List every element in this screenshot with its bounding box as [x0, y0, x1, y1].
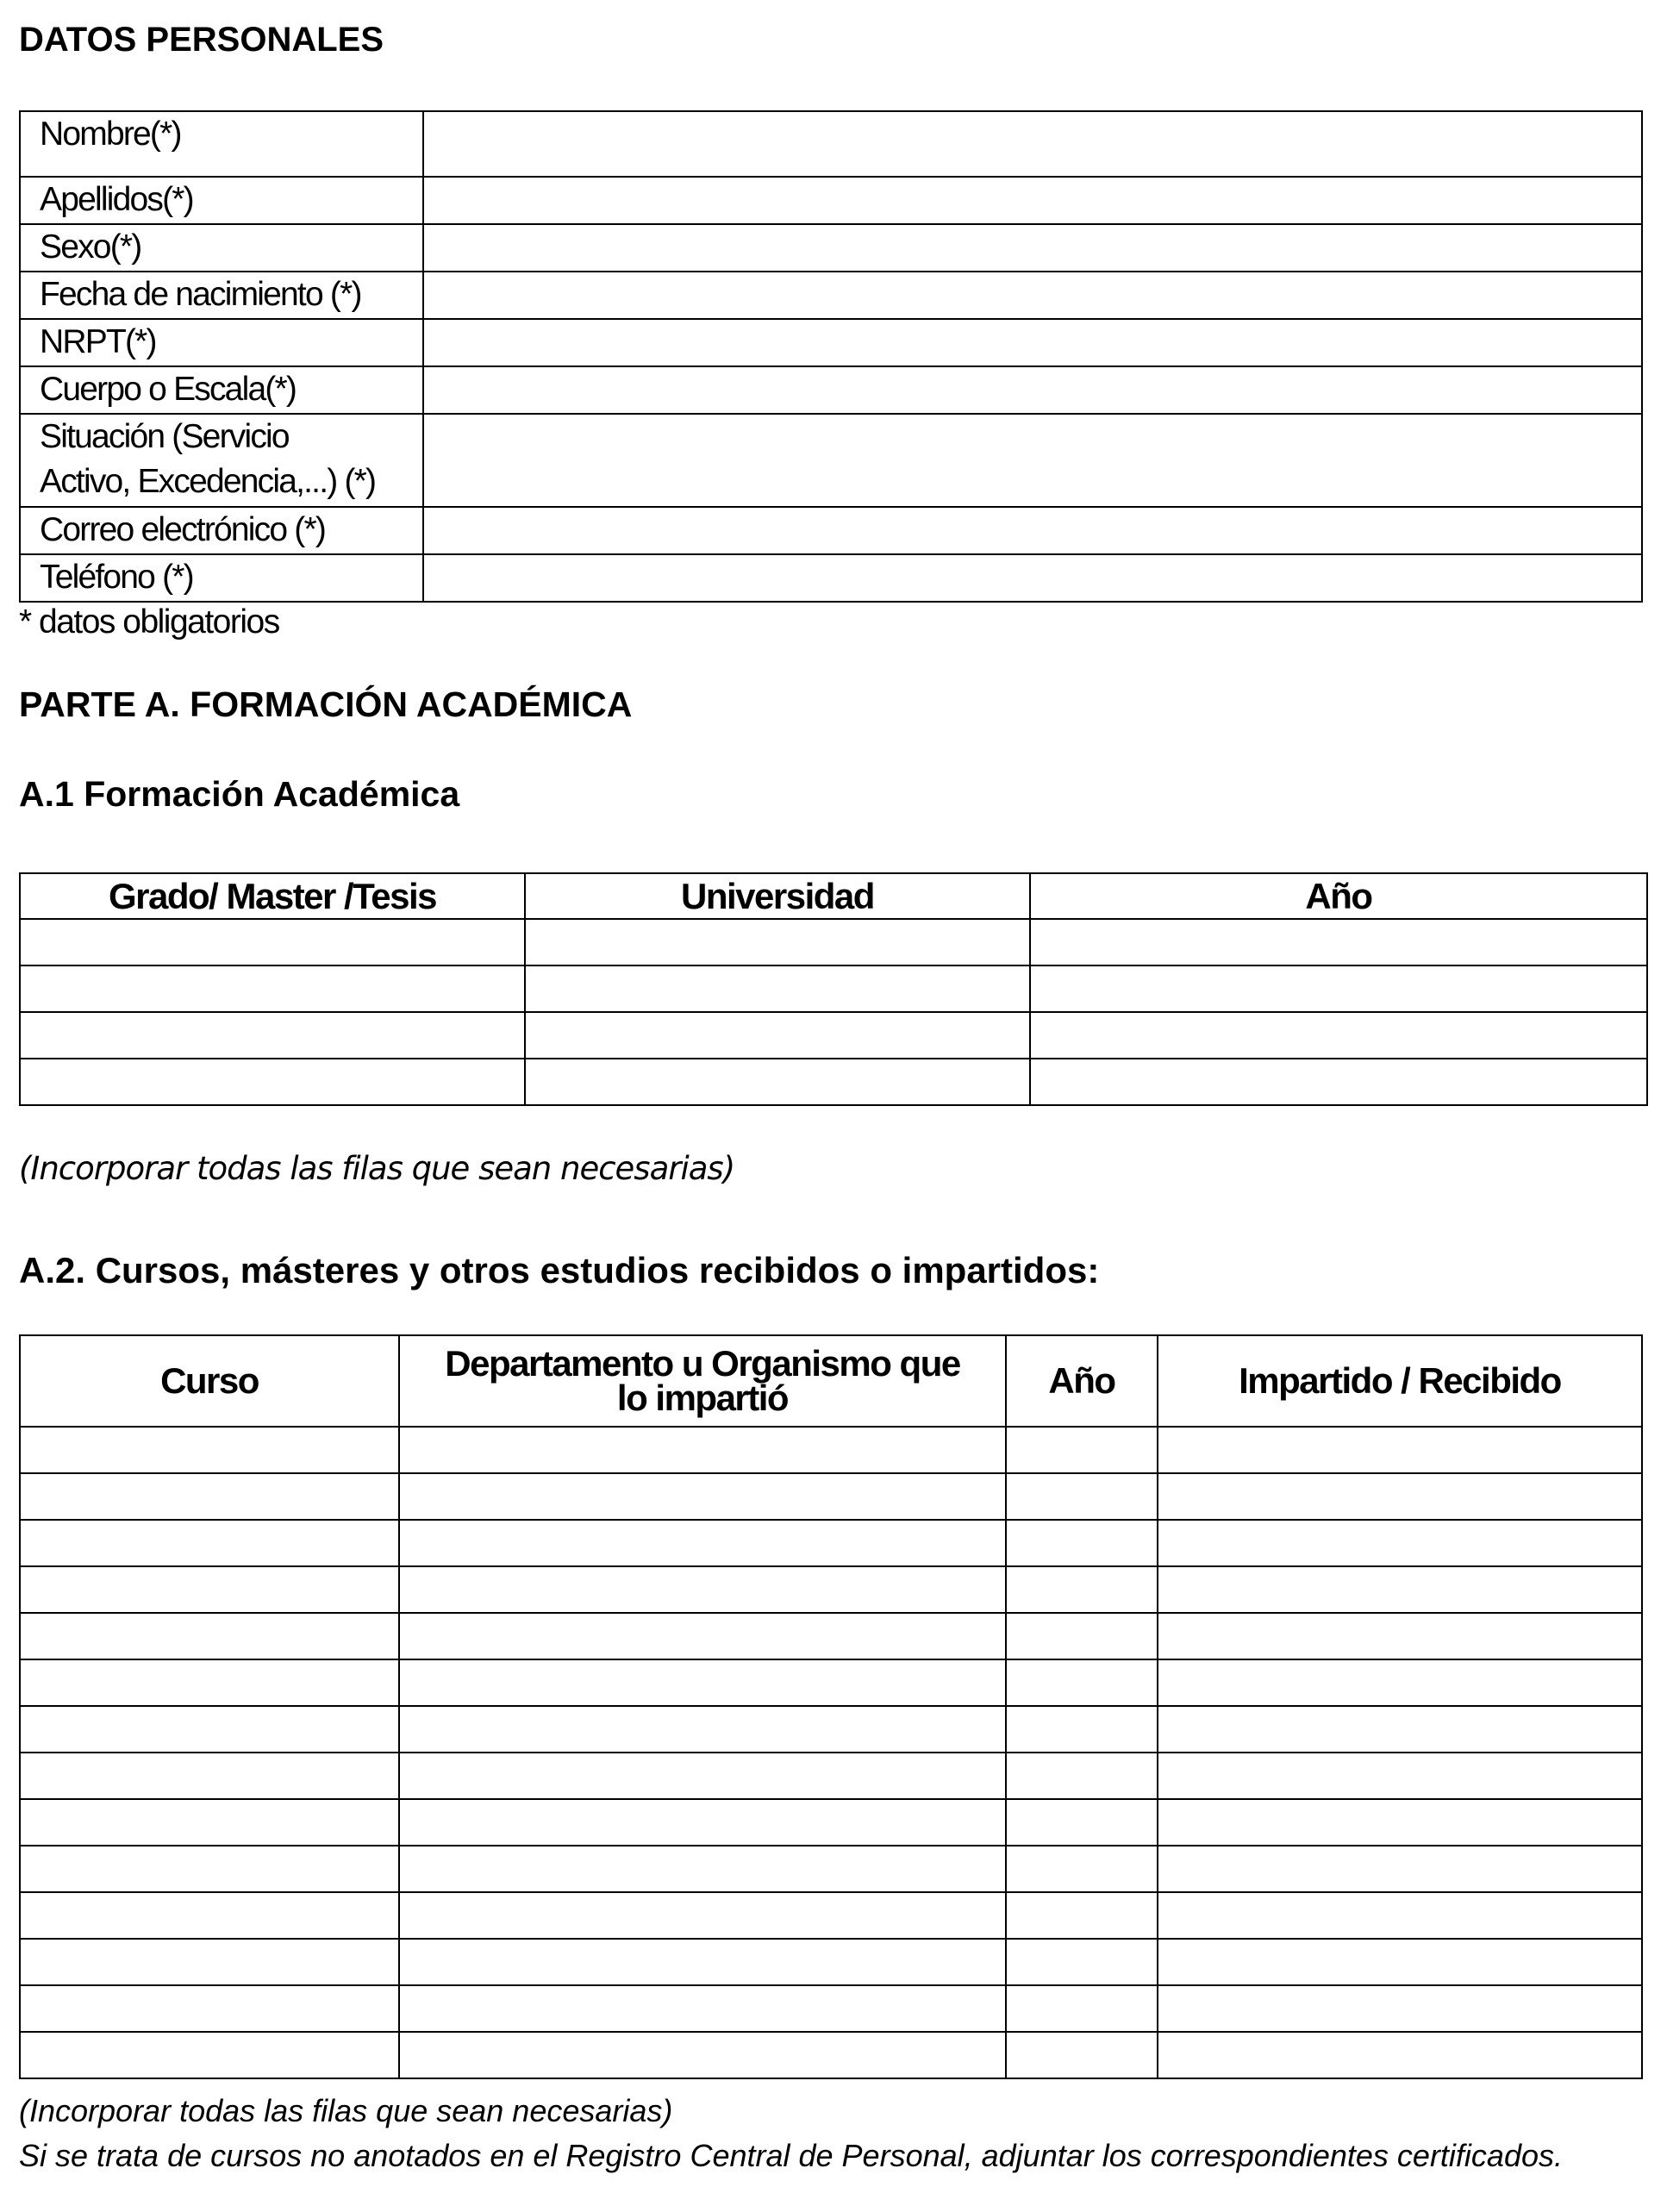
- table-cell[interactable]: [1006, 1753, 1158, 1799]
- table-row: [20, 1939, 1642, 1985]
- table-cell[interactable]: [1158, 1659, 1642, 1706]
- table-cell[interactable]: [20, 1613, 399, 1659]
- table-cell[interactable]: [20, 1473, 399, 1520]
- column-header-departamento-line2: lo impartió: [616, 1378, 789, 1418]
- table-cell[interactable]: [399, 1753, 1006, 1799]
- field-input-correo[interactable]: [423, 507, 1642, 554]
- table-cell[interactable]: [399, 1520, 1006, 1566]
- table-cell[interactable]: [20, 1566, 399, 1613]
- field-label-cuerpo-escala: Cuerpo o Escala(*): [20, 366, 423, 414]
- table-cell[interactable]: [525, 1012, 1030, 1059]
- field-input-cuerpo-escala[interactable]: [423, 366, 1642, 414]
- table-cell[interactable]: [399, 1427, 1006, 1473]
- required-fields-note: * datos obligatorios: [19, 603, 279, 640]
- certificates-note: Si se trata de cursos no anotados en el Registro Central de Personal, adjuntar los correspondientes certificados.: [19, 2138, 1563, 2173]
- table-cell[interactable]: [1006, 1566, 1158, 1613]
- personal-data-table: [19, 110, 1643, 603]
- table-row: [20, 1753, 1642, 1799]
- table-cell[interactable]: [1006, 2032, 1158, 2078]
- table-cell[interactable]: [399, 1706, 1006, 1753]
- table-cell[interactable]: [525, 1059, 1030, 1105]
- table-cell[interactable]: [1158, 1799, 1642, 1846]
- column-header-impartido-recibido: Impartido / Recibido: [1158, 1335, 1642, 1427]
- table-cell[interactable]: [1006, 1846, 1158, 1892]
- table-row: [20, 1059, 1647, 1105]
- table-cell[interactable]: [1006, 1799, 1158, 1846]
- table-row: [20, 1012, 1647, 1059]
- table-cell[interactable]: [1158, 1939, 1642, 1985]
- table-cell[interactable]: [20, 1939, 399, 1985]
- table-cell[interactable]: [1158, 1846, 1642, 1892]
- table-cell[interactable]: [1030, 1059, 1647, 1105]
- column-header-departamento-line1: Departamento u Organismo que: [445, 1343, 960, 1384]
- field-input-apellidos[interactable]: [423, 177, 1642, 224]
- field-label-situacion-line2: Activo, Excedencia,...) (*): [40, 463, 376, 500]
- table-cell[interactable]: [399, 2032, 1006, 2078]
- column-header-anio: Año: [1006, 1335, 1158, 1427]
- column-header-curso: Curso: [20, 1335, 399, 1427]
- personal-row-sexo: [20, 224, 1642, 272]
- personal-row-correo: [20, 507, 1642, 554]
- table-row: [20, 1473, 1642, 1520]
- table-row: [20, 965, 1647, 1012]
- personal-row-telefono: [20, 554, 1642, 602]
- field-label-situacion: [20, 414, 423, 507]
- field-label-apellidos: Apellidos(*): [20, 177, 423, 224]
- table-cell[interactable]: [20, 1892, 399, 1939]
- personal-row-nombre: [20, 111, 1642, 177]
- table-cell[interactable]: [1006, 1939, 1158, 1985]
- field-input-nrpt[interactable]: [423, 319, 1642, 366]
- table-row: [20, 1985, 1642, 2032]
- table-row: [20, 1566, 1642, 1613]
- table-cell[interactable]: [20, 1799, 399, 1846]
- add-rows-note-a2: (Incorporar todas las filas que sean necesarias): [19, 2093, 673, 2128]
- column-header-departamento: [399, 1335, 1006, 1427]
- table-cell[interactable]: [1158, 1892, 1642, 1939]
- table-cell[interactable]: [20, 965, 525, 1012]
- table-row: [20, 1799, 1642, 1846]
- table-cell[interactable]: [1158, 2032, 1642, 2078]
- table-cell[interactable]: [399, 1659, 1006, 1706]
- field-label-correo: Correo electrónico (*): [20, 507, 423, 554]
- table-cell[interactable]: [1006, 1427, 1158, 1473]
- table-cell[interactable]: [20, 919, 525, 965]
- courses-body: [20, 1427, 1642, 2078]
- table-row: [20, 1846, 1642, 1892]
- table-cell[interactable]: [20, 2032, 399, 2078]
- field-input-telefono[interactable]: [423, 554, 1642, 602]
- table-cell[interactable]: [20, 1012, 525, 1059]
- table-row: [20, 1427, 1642, 1473]
- field-input-sexo[interactable]: [423, 224, 1642, 272]
- table-cell[interactable]: [399, 1985, 1006, 2032]
- table-cell[interactable]: [1030, 965, 1647, 1012]
- field-label-situacion-line1: Situación (Servicio: [40, 418, 289, 455]
- table-cell[interactable]: [20, 1753, 399, 1799]
- field-input-fecha-nacimiento[interactable]: [423, 272, 1642, 319]
- personal-row-apellidos: [20, 177, 1642, 224]
- table-cell[interactable]: [399, 1473, 1006, 1520]
- table-row: [20, 1706, 1642, 1753]
- table-cell[interactable]: [1158, 1753, 1642, 1799]
- table-cell[interactable]: [20, 1985, 399, 2032]
- table-cell[interactable]: [1006, 1659, 1158, 1706]
- section-title-parte-a: PARTE A. FORMACIÓN ACADÉMICA: [19, 684, 633, 724]
- table-row: [20, 1659, 1642, 1706]
- academic-table: [19, 872, 1648, 1106]
- section-title-a2: A.2. Cursos, másteres y otros estudios recibidos o impartidos:: [19, 1250, 1100, 1290]
- table-cell[interactable]: [399, 1892, 1006, 1939]
- table-cell[interactable]: [20, 1520, 399, 1566]
- table-cell[interactable]: [1030, 1012, 1647, 1059]
- table-row: [20, 919, 1647, 965]
- table-cell[interactable]: [1006, 1706, 1158, 1753]
- field-input-nombre[interactable]: [423, 111, 1642, 177]
- personal-row-cuerpo: [20, 366, 1642, 414]
- table-cell[interactable]: [1006, 1892, 1158, 1939]
- field-input-situacion[interactable]: [423, 414, 1642, 507]
- table-cell[interactable]: [399, 1939, 1006, 1985]
- table-cell[interactable]: [399, 1566, 1006, 1613]
- table-cell[interactable]: [1006, 1473, 1158, 1520]
- personal-row-fecha: [20, 272, 1642, 319]
- table-cell[interactable]: [20, 1059, 525, 1105]
- table-cell[interactable]: [1158, 1613, 1642, 1659]
- table-cell[interactable]: [1030, 919, 1647, 965]
- courses-header-row: [20, 1335, 1642, 1427]
- field-label-nrpt: NRPT(*): [20, 319, 423, 366]
- table-cell[interactable]: [399, 1846, 1006, 1892]
- field-label-telefono: Teléfono (*): [20, 554, 423, 602]
- table-cell[interactable]: [1158, 1706, 1642, 1753]
- table-cell[interactable]: [1006, 1613, 1158, 1659]
- table-cell[interactable]: [1006, 1985, 1158, 2032]
- column-header-grado: Grado/ Master /Tesis: [20, 873, 525, 919]
- table-cell[interactable]: [20, 1846, 399, 1892]
- table-cell[interactable]: [399, 1799, 1006, 1846]
- column-header-anio: Año: [1030, 873, 1647, 919]
- table-cell[interactable]: [1006, 1520, 1158, 1566]
- section-title-a1: A.1 Formación Académica: [19, 774, 460, 814]
- table-cell[interactable]: [20, 1659, 399, 1706]
- table-cell[interactable]: [525, 965, 1030, 1012]
- table-cell[interactable]: [1158, 1985, 1642, 2032]
- field-label-nombre: Nombre(*): [20, 111, 423, 177]
- courses-table: [19, 1334, 1643, 2079]
- field-label-sexo: Sexo(*): [20, 224, 423, 272]
- table-cell[interactable]: [1158, 1520, 1642, 1566]
- personal-row-nrpt: [20, 319, 1642, 366]
- table-cell[interactable]: [525, 919, 1030, 965]
- personal-row-situacion: [20, 414, 1642, 507]
- table-row: [20, 1892, 1642, 1939]
- table-row: [20, 2032, 1642, 2078]
- table-cell[interactable]: [1158, 1473, 1642, 1520]
- table-cell[interactable]: [20, 1706, 399, 1753]
- table-cell[interactable]: [20, 1427, 399, 1473]
- table-cell[interactable]: [1158, 1427, 1642, 1473]
- section-title-datos-personales: DATOS PERSONALES: [19, 21, 384, 59]
- field-label-fecha-nacimiento: Fecha de nacimiento (*): [20, 272, 423, 319]
- table-cell[interactable]: [399, 1613, 1006, 1659]
- table-row: [20, 1520, 1642, 1566]
- table-cell[interactable]: [1158, 1566, 1642, 1613]
- column-header-universidad: Universidad: [525, 873, 1030, 919]
- table-row: [20, 1613, 1642, 1659]
- academic-header-row: [20, 873, 1647, 919]
- add-rows-note-a1: (Incorporar todas las filas que sean necesarias): [19, 1150, 735, 1187]
